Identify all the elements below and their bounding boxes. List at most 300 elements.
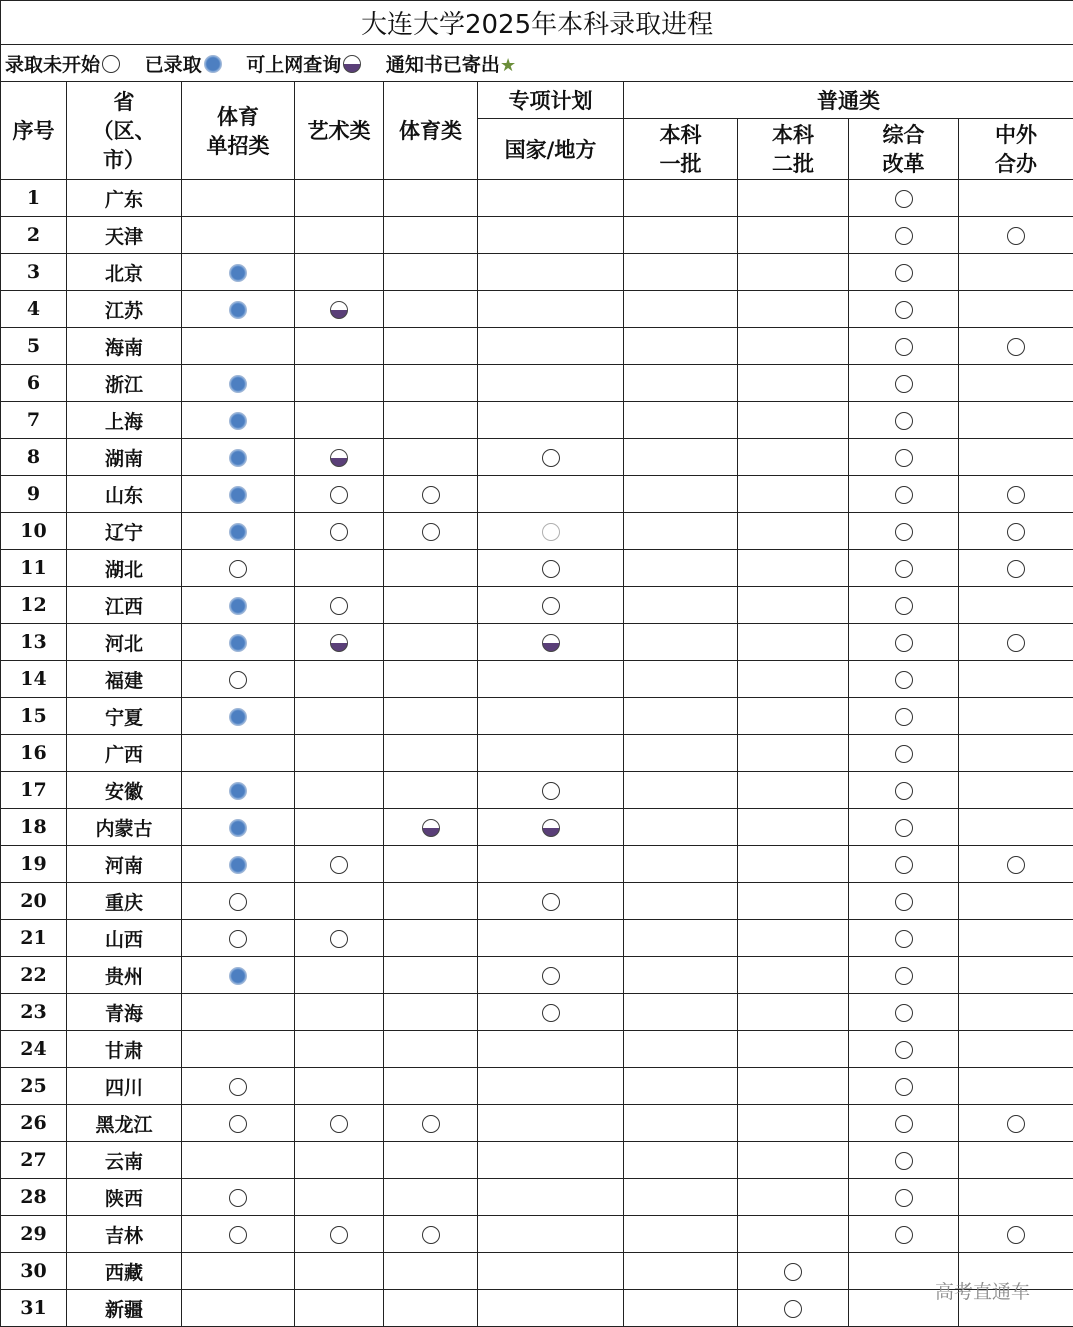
row-index: 27 (1, 1142, 67, 1179)
status-cell (624, 1253, 738, 1290)
table-row (1, 883, 1073, 920)
row-province: 广西 (67, 735, 182, 772)
table-row (1, 698, 1073, 735)
status-cell (384, 328, 478, 365)
status-cell (959, 809, 1073, 846)
row-province: 江西 (67, 587, 182, 624)
status-cell (849, 254, 959, 291)
status-cell (295, 1290, 384, 1327)
empty-circle-icon (422, 523, 440, 541)
header-sports-single: 体育 单招类 (182, 82, 295, 180)
row-province: 吉林 (67, 1216, 182, 1253)
status-cell (478, 809, 624, 846)
status-cell (738, 809, 849, 846)
status-cell (384, 1142, 478, 1179)
half-filled-circle-icon (422, 819, 440, 837)
status-cell (738, 587, 849, 624)
row-province: 甘肃 (67, 1031, 182, 1068)
row-index: 11 (1, 550, 67, 587)
status-cell (384, 513, 478, 550)
empty-circle-icon (895, 671, 913, 689)
empty-circle-icon (1007, 1226, 1025, 1244)
status-cell (182, 920, 295, 957)
empty-circle-icon (895, 1078, 913, 1096)
row-province: 贵州 (67, 957, 182, 994)
filled-blue-circle-icon (229, 412, 247, 430)
status-cell (959, 1216, 1073, 1253)
status-cell (384, 1105, 478, 1142)
status-cell (959, 661, 1073, 698)
status-cell (738, 661, 849, 698)
status-cell (959, 180, 1073, 217)
status-cell (849, 846, 959, 883)
empty-circle-icon (895, 190, 913, 208)
row-index: 15 (1, 698, 67, 735)
status-cell (384, 661, 478, 698)
row-index: 31 (1, 1290, 67, 1327)
filled-blue-circle-icon (229, 375, 247, 393)
status-cell (959, 1142, 1073, 1179)
status-cell (738, 328, 849, 365)
table-row (1, 328, 1073, 365)
status-cell (849, 439, 959, 476)
empty-circle-icon (895, 745, 913, 763)
status-cell (624, 402, 738, 439)
empty-circle-icon (895, 819, 913, 837)
status-cell (182, 624, 295, 661)
status-cell (959, 957, 1073, 994)
status-cell (295, 180, 384, 217)
filled-blue-circle-icon (229, 523, 247, 541)
status-cell (959, 217, 1073, 254)
status-cell (295, 587, 384, 624)
status-cell (959, 476, 1073, 513)
empty-circle-icon (229, 560, 247, 578)
empty-circle-icon (895, 1004, 913, 1022)
status-cell (478, 365, 624, 402)
header-index: 序号 (1, 82, 67, 180)
status-cell (478, 735, 624, 772)
status-cell (182, 994, 295, 1031)
legend-admitted: 已录取 (145, 54, 222, 76)
table-row (1, 254, 1073, 291)
status-cell (738, 1105, 849, 1142)
status-cell (182, 1253, 295, 1290)
status-cell (182, 513, 295, 550)
empty-circle-icon (895, 449, 913, 467)
empty-circle-icon (895, 1115, 913, 1133)
empty-circle-icon (895, 412, 913, 430)
row-index: 8 (1, 439, 67, 476)
status-cell (295, 957, 384, 994)
row-index: 23 (1, 994, 67, 1031)
table-row (1, 624, 1073, 661)
status-cell (738, 735, 849, 772)
empty-circle-icon (1007, 560, 1025, 578)
status-cell (182, 587, 295, 624)
status-cell (959, 328, 1073, 365)
status-cell (182, 846, 295, 883)
empty-circle-icon (895, 708, 913, 726)
empty-circle-icon (895, 782, 913, 800)
status-cell (849, 402, 959, 439)
table-row (1, 735, 1073, 772)
header-sports: 体育类 (384, 82, 478, 180)
status-cell (624, 254, 738, 291)
empty-circle-icon (330, 486, 348, 504)
status-cell (478, 439, 624, 476)
page-title: 大连大学2025年本科录取进程 (1, 1, 1073, 45)
status-cell (295, 920, 384, 957)
half-filled-circle-icon (343, 55, 361, 73)
status-cell (959, 439, 1073, 476)
row-province: 辽宁 (67, 513, 182, 550)
row-province: 江苏 (67, 291, 182, 328)
row-province: 重庆 (67, 883, 182, 920)
row-province: 上海 (67, 402, 182, 439)
status-cell (624, 180, 738, 217)
status-cell (738, 365, 849, 402)
empty-circle-icon (422, 1115, 440, 1133)
filled-blue-circle-icon (229, 264, 247, 282)
table-body (1, 180, 1073, 1327)
table-row (1, 772, 1073, 809)
status-cell (624, 772, 738, 809)
status-cell (959, 735, 1073, 772)
status-cell (384, 772, 478, 809)
table-row (1, 180, 1073, 217)
row-province: 湖南 (67, 439, 182, 476)
status-cell (384, 920, 478, 957)
empty-circle-icon (542, 449, 560, 467)
status-cell (959, 846, 1073, 883)
row-province: 安徽 (67, 772, 182, 809)
status-cell (738, 402, 849, 439)
status-cell (384, 550, 478, 587)
status-cell (849, 328, 959, 365)
status-cell (624, 661, 738, 698)
status-cell (738, 1216, 849, 1253)
status-cell (182, 365, 295, 402)
status-cell (959, 772, 1073, 809)
status-cell (478, 1216, 624, 1253)
status-cell (478, 1290, 624, 1327)
watermark: 高考直通车 (935, 1281, 1031, 1303)
status-cell (849, 1105, 959, 1142)
row-index: 14 (1, 661, 67, 698)
empty-circle-icon (102, 55, 120, 73)
status-cell (738, 254, 849, 291)
row-index: 4 (1, 291, 67, 328)
row-province: 海南 (67, 328, 182, 365)
status-cell (384, 1253, 478, 1290)
empty-circle-icon (895, 338, 913, 356)
empty-circle-icon (895, 486, 913, 504)
empty-circle-icon (542, 597, 560, 615)
empty-circle-icon (330, 856, 348, 874)
row-province: 山东 (67, 476, 182, 513)
status-cell (849, 1179, 959, 1216)
row-province: 北京 (67, 254, 182, 291)
empty-circle-icon (1007, 1115, 1025, 1133)
empty-circle-icon (1007, 486, 1025, 504)
status-cell (849, 513, 959, 550)
half-filled-circle-icon (542, 819, 560, 837)
status-cell (624, 291, 738, 328)
status-cell (478, 1068, 624, 1105)
status-cell (849, 698, 959, 735)
empty-circle-icon (542, 893, 560, 911)
status-cell (182, 698, 295, 735)
legend-online: 可上网查询 (246, 54, 361, 76)
status-cell (295, 513, 384, 550)
status-cell (295, 1253, 384, 1290)
row-index: 2 (1, 217, 67, 254)
legend (1, 45, 1073, 82)
empty-circle-icon (330, 1226, 348, 1244)
empty-circle-icon (229, 893, 247, 911)
status-cell (624, 550, 738, 587)
status-cell (959, 550, 1073, 587)
status-cell (384, 809, 478, 846)
row-province: 云南 (67, 1142, 182, 1179)
empty-circle-icon (895, 523, 913, 541)
empty-circle-icon (330, 1115, 348, 1133)
status-cell (384, 735, 478, 772)
row-index: 25 (1, 1068, 67, 1105)
status-cell (478, 624, 624, 661)
status-cell (182, 1142, 295, 1179)
status-cell (624, 698, 738, 735)
row-index: 18 (1, 809, 67, 846)
status-cell (624, 1142, 738, 1179)
empty-circle-icon (895, 1189, 913, 1207)
table-row (1, 365, 1073, 402)
status-cell (384, 994, 478, 1031)
status-cell (738, 439, 849, 476)
table-row (1, 439, 1073, 476)
row-index: 6 (1, 365, 67, 402)
table-row (1, 920, 1073, 957)
row-index: 21 (1, 920, 67, 957)
status-cell (295, 402, 384, 439)
table-row (1, 1179, 1073, 1216)
empty-circle-icon (895, 930, 913, 948)
row-province: 河北 (67, 624, 182, 661)
status-cell (959, 1068, 1073, 1105)
row-province: 内蒙古 (67, 809, 182, 846)
table-row (1, 1290, 1073, 1327)
status-cell (478, 587, 624, 624)
status-cell (849, 957, 959, 994)
table-row (1, 846, 1073, 883)
status-cell (849, 735, 959, 772)
filled-blue-circle-icon (229, 967, 247, 985)
status-cell (478, 328, 624, 365)
status-cell (478, 402, 624, 439)
row-index: 22 (1, 957, 67, 994)
status-cell (849, 772, 959, 809)
status-cell (738, 180, 849, 217)
status-cell (624, 735, 738, 772)
empty-circle-icon (330, 930, 348, 948)
status-cell (478, 1179, 624, 1216)
status-cell (738, 217, 849, 254)
empty-circle-icon (1007, 523, 1025, 541)
status-cell (295, 846, 384, 883)
empty-circle-icon (895, 227, 913, 245)
status-cell (182, 661, 295, 698)
table-row (1, 1068, 1073, 1105)
empty-circle-icon (542, 1004, 560, 1022)
status-cell (295, 994, 384, 1031)
status-cell (738, 994, 849, 1031)
filled-blue-circle-icon (229, 819, 247, 837)
status-cell (624, 957, 738, 994)
status-cell (624, 1031, 738, 1068)
filled-blue-circle-icon (229, 708, 247, 726)
status-cell (384, 1031, 478, 1068)
status-cell (624, 994, 738, 1031)
filled-blue-circle-icon (229, 449, 247, 467)
status-cell (624, 624, 738, 661)
status-cell (478, 772, 624, 809)
header-special-sub: 国家/地方 (478, 119, 624, 180)
status-cell (182, 291, 295, 328)
empty-circle-icon (895, 264, 913, 282)
status-cell (849, 883, 959, 920)
status-cell (624, 920, 738, 957)
status-cell (624, 809, 738, 846)
table-row (1, 1216, 1073, 1253)
status-cell (295, 1216, 384, 1253)
status-cell (478, 994, 624, 1031)
row-province: 陕西 (67, 1179, 182, 1216)
row-province: 天津 (67, 217, 182, 254)
empty-circle-icon (895, 560, 913, 578)
status-cell (295, 1031, 384, 1068)
status-cell (624, 883, 738, 920)
row-province: 宁夏 (67, 698, 182, 735)
star-icon: ★ (499, 54, 517, 76)
status-cell (738, 920, 849, 957)
empty-circle-icon (229, 671, 247, 689)
status-cell (478, 846, 624, 883)
status-cell (182, 1068, 295, 1105)
table-row (1, 587, 1073, 624)
status-cell (959, 698, 1073, 735)
status-cell (624, 513, 738, 550)
status-cell (182, 402, 295, 439)
status-cell (738, 1290, 849, 1327)
status-cell (478, 1031, 624, 1068)
header-province: 省 （区、 市） (67, 82, 182, 180)
status-cell (849, 587, 959, 624)
empty-circle-icon (330, 523, 348, 541)
empty-circle-icon (542, 782, 560, 800)
empty-circle-icon (542, 967, 560, 985)
status-cell (384, 846, 478, 883)
status-cell (959, 254, 1073, 291)
status-cell (849, 180, 959, 217)
status-cell (624, 1179, 738, 1216)
status-cell (182, 254, 295, 291)
empty-circle-icon (895, 967, 913, 985)
header-joint: 中外 合办 (959, 119, 1073, 180)
status-cell (384, 365, 478, 402)
status-cell (959, 402, 1073, 439)
status-cell (738, 698, 849, 735)
row-index: 19 (1, 846, 67, 883)
table-row (1, 809, 1073, 846)
status-cell (295, 217, 384, 254)
status-cell (478, 180, 624, 217)
empty-circle-icon (1007, 227, 1025, 245)
status-cell (478, 661, 624, 698)
status-cell (624, 1216, 738, 1253)
status-cell (478, 957, 624, 994)
table-row (1, 513, 1073, 550)
status-cell (849, 994, 959, 1031)
status-cell (738, 291, 849, 328)
empty-circle-icon (422, 1226, 440, 1244)
table-row (1, 661, 1073, 698)
status-cell (624, 439, 738, 476)
row-index: 10 (1, 513, 67, 550)
header-special-plan: 专项计划 (478, 82, 624, 119)
table-row (1, 957, 1073, 994)
status-cell (182, 809, 295, 846)
row-index: 30 (1, 1253, 67, 1290)
status-cell (959, 994, 1073, 1031)
empty-circle-icon (229, 1115, 247, 1133)
row-index: 5 (1, 328, 67, 365)
half-filled-circle-icon (330, 449, 348, 467)
row-index: 13 (1, 624, 67, 661)
status-cell (478, 1105, 624, 1142)
status-cell (295, 365, 384, 402)
status-cell (849, 291, 959, 328)
status-cell (295, 624, 384, 661)
row-province: 山西 (67, 920, 182, 957)
status-cell (478, 1142, 624, 1179)
status-cell (959, 513, 1073, 550)
empty-circle-icon (895, 634, 913, 652)
empty-circle-icon (895, 597, 913, 615)
status-cell (295, 772, 384, 809)
status-cell (182, 883, 295, 920)
empty-circle-icon (895, 301, 913, 319)
row-index: 16 (1, 735, 67, 772)
status-cell (182, 217, 295, 254)
status-cell (478, 883, 624, 920)
status-cell (849, 217, 959, 254)
empty-circle-icon (895, 856, 913, 874)
empty-circle-icon (542, 523, 560, 541)
table-row (1, 994, 1073, 1031)
table-row (1, 550, 1073, 587)
status-cell (295, 254, 384, 291)
status-cell (738, 476, 849, 513)
status-cell (624, 365, 738, 402)
status-cell (182, 180, 295, 217)
empty-circle-icon (229, 1078, 247, 1096)
status-cell (849, 624, 959, 661)
status-cell (849, 1216, 959, 1253)
empty-circle-icon (422, 486, 440, 504)
status-cell (624, 476, 738, 513)
row-index: 7 (1, 402, 67, 439)
